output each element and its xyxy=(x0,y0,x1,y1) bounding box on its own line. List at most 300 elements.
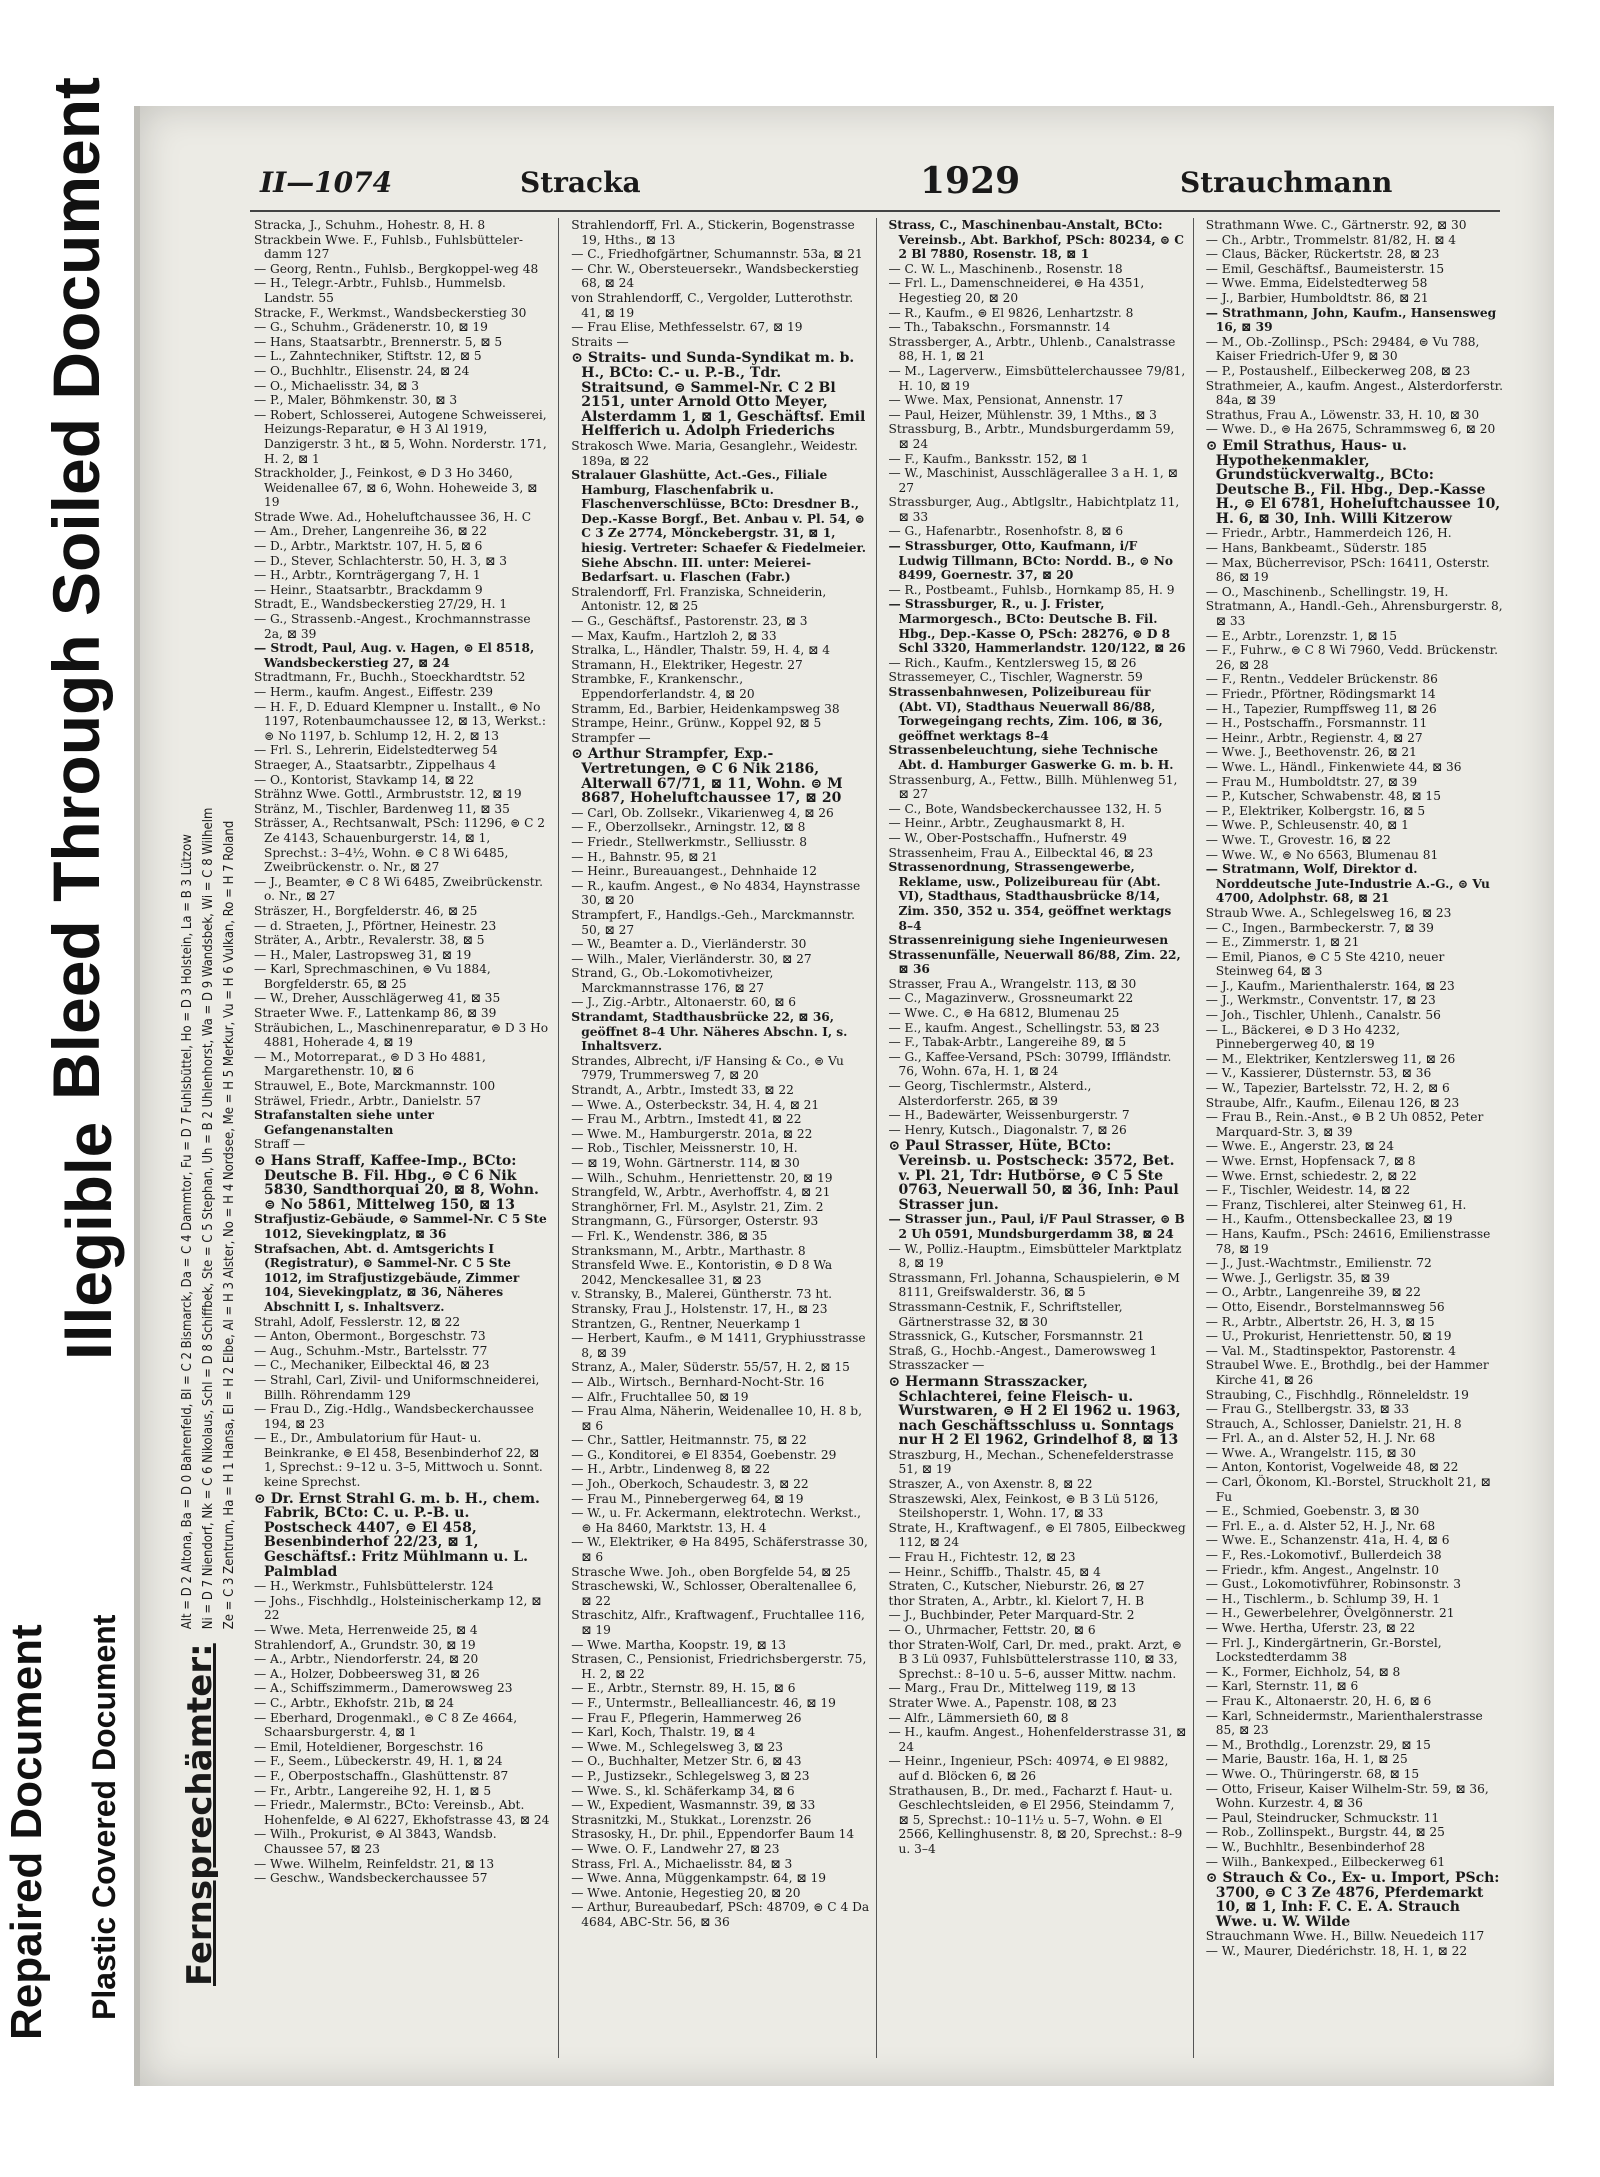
directory-entry: Stransky, Frau J., Holstenstr. 17, H., ⊠ 23 xyxy=(571,1301,828,1316)
header-left-keyword: Stracka xyxy=(520,166,641,199)
directory-entry: Stralendorff, Frl. Franziska, Schneiderin, Antonistr. 12, ⊠ 25 xyxy=(571,584,827,614)
directory-entry: — Frau K., Altonaerstr. 20, H. 6, ⊠ 6 xyxy=(1205,1693,1432,1708)
directory-entry: — R., kaufm. Angest., ⊜ No 4834, Haynstrasse 30, ⊠ 20 xyxy=(571,878,861,908)
directory-entry: — E., Arbtr., Sternstr. 89, H. 15, ⊠ 6 xyxy=(571,1681,796,1696)
directory-entry: — L., Zahntechniker, Stiftstr. 12, ⊠ 5 xyxy=(254,349,482,364)
directory-entry: — Strodt, Paul, Aug. v. Hagen, ⊜ El 8518, Wandsbeckerstieg 27, ⊠ 24 xyxy=(254,641,535,670)
directory-entry: — H., Bahnstr. 95, ⊠ 21 xyxy=(571,849,718,864)
directory-entry: — F., Kaufm., Banksstr. 152, ⊠ 1 xyxy=(888,451,1089,466)
directory-entry: — H., Arbtr., Kornträgergang 7, H. 1 xyxy=(254,568,481,583)
directory-entry: — C., Friedhofgärtner, Schumannstr. 53a, ⊠ 21 xyxy=(571,247,863,262)
directory-entry: — Wwe. W., ⊜ No 6563, Blumenau 81 xyxy=(1205,847,1439,862)
directory-entry: — Wwe. O. F., Landwehr 27, ⊠ 23 xyxy=(571,1841,780,1856)
directory-entry: Strandt, A., Arbtr., Imstedt 33, ⊠ 22 xyxy=(571,1083,794,1098)
directory-entry: Stranksmann, M., Arbtr., Marthastr. 8 xyxy=(571,1243,806,1258)
directory-entry: — Wwe. Hertha, Uferstr. 23, ⊠ 22 xyxy=(1205,1621,1416,1635)
directory-entry: — J., Werkmstr., Conventstr. 17, ⊠ 23 xyxy=(1205,993,1436,1008)
directory-entry: — Friedr., Malermstr., BCto: Vereinsb., Abt. Hohenfelde, ⊜ Al 6227, Ekhofstrasse 43, ⊠ 24 xyxy=(254,1798,550,1827)
directory-entry: — Fr., Arbtr., Langereihe 92, H. 1, ⊠ 5 xyxy=(254,1783,492,1798)
directory-entry: Strass, Frl. A., Michaelisstr. 84, ⊠ 3 xyxy=(571,1856,793,1871)
directory-entry: — Wwe. Emma, Eidelstedterweg 58 xyxy=(1205,276,1428,291)
directory-entry: — J., Buchbinder, Peter Marquard-Str. 2 xyxy=(888,1608,1135,1623)
directory-entry: — G., Schuhm., Grädenerstr. 10, ⊠ 19 xyxy=(254,320,488,335)
directory-entry: — Frau M., Pinnebergerweg 64, ⊠ 19 xyxy=(571,1491,804,1506)
directory-entry: Strangmann, G., Fürsorger, Osterstr. 93 xyxy=(571,1214,819,1229)
directory-entry: — Emil, Hoteldiener, Borgeschstr. 16 xyxy=(254,1739,484,1754)
directory-entry: — Frau Alma, Näherin, Weidenallee 10, H. 8 b, ⊠ 6 xyxy=(571,1404,862,1433)
directory-entry: — F., Seem., Lübeckerstr. 49, H. 1, ⊠ 24 xyxy=(254,1754,503,1769)
directory-entry: — A., Schiffszimmerm., Damerowsweg 23 xyxy=(254,1681,513,1696)
directory-entry: — Frau B., Rein.-Anst., ⊜ B 2 Uh 0852, Peter Marquard-Str. 3, ⊠ 39 xyxy=(1205,1110,1484,1139)
directory-entry: — Claus, Bäcker, Rückertstr. 28, ⊠ 23 xyxy=(1205,247,1440,262)
directory-entry: — F., Untermstr., Bellealliancestr. 46, ⊠ 19 xyxy=(571,1695,836,1710)
directory-entry: — Wwe. Ernst, Hopfensack 7, ⊠ 8 xyxy=(1205,1154,1416,1168)
directory-entry: — M., Elektriker, Kentzlersweg 11, ⊠ 26 xyxy=(1205,1051,1456,1066)
directory-entry: — E., Zimmerstr. 1, ⊠ 21 xyxy=(1205,935,1360,950)
directory-entry: — Friedr., Stellwerkmstr., Selliusstr. 8 xyxy=(571,834,808,849)
directory-entry: Strassenburg, A., Fettw., Billh. Mühlenweg 51, ⊠ 27 xyxy=(888,772,1178,802)
directory-entry: — C., Mechaniker, Eilbecktal 46, ⊠ 23 xyxy=(254,1358,490,1373)
directory-entry: — Friedr., Pförtner, Rödingsmarkt 14 xyxy=(1205,687,1436,701)
directory-entry: — Rich., Kaufm., Kentzlersweg 15, ⊠ 26 xyxy=(888,655,1137,670)
directory-entry: — W., Elektriker, ⊜ Ha 8495, Schäferstrasse 30, ⊠ 6 xyxy=(571,1535,868,1565)
directory-entry: — Frau G., Stellbergstr. 33, ⊠ 33 xyxy=(1205,1402,1410,1417)
directory-entry: — Anton, Obermont., Borgeschstr. 73 xyxy=(254,1329,486,1344)
directory-entry: — Chr. W., Obersteuersekr., Wandsbeckerstieg 68, ⊠ 24 xyxy=(571,261,859,291)
directory-entry: — Marie, Baustr. 16a, H. 1, ⊠ 25 xyxy=(1205,1752,1408,1767)
directory-entry: — J., Beamter, ⊜ C 8 Wi 6485, Zweibrückenstr. o. Nr., ⊠ 27 xyxy=(254,874,543,904)
directory-entry: — Wwe. Antonie, Hegestieg 20, ⊠ 20 xyxy=(571,1885,801,1900)
directory-entry: — J., Just.-Wachtmstr., Emilienstr. 72 xyxy=(1205,1256,1432,1271)
directory-entry: Stranz, A., Maler, Süderstr. 55/57, H. 2, ⊠ 15 xyxy=(571,1360,850,1375)
directory-entry: — Stratmann, Wolf, Direktor d. Norddeutsche Jute-Industrie A.-G., ⊜ Vu 4700, Adolphstr. 68, ⊠ 21 xyxy=(1205,862,1490,906)
directory-entry: Strasen, C., Pensionist, Friedrichsbergerstr. 75, H. 2, ⊠ 22 xyxy=(571,1652,867,1681)
directory-entry: — ⊠ 19, Wohn. Gärtnerstr. 114, ⊠ 30 xyxy=(571,1156,800,1170)
directory-entry: — P., Maler, Böhmkenstr. 30, ⊠ 3 xyxy=(254,393,458,408)
directory-entry: Stradt, E., Wandsbeckerstieg 27/29, H. 1 xyxy=(254,597,508,612)
directory-entry: — Val. M., Stadtinspektor, Pastorenstr. 4 xyxy=(1205,1343,1457,1358)
directory-entry: — A., Arbtr., Niendorferstr. 24, ⊠ 20 xyxy=(254,1652,479,1667)
directory-entry: Stransfeld Wwe. E., Kontoristin, ⊜ D 8 Wa 2042, Menckesallee 31, ⊠ 23 xyxy=(571,1258,833,1287)
directory-entry: — Emil, Pianos, ⊜ C 5 Ste 4210, neuer Steinweg 64, ⊠ 3 xyxy=(1205,949,1445,979)
directory-entry: — Wwe. M., Hamburgerstr. 201a, ⊠ 22 xyxy=(571,1126,813,1141)
directory-entry: Straeter Wwe. F., Lattenkamp 86, ⊠ 39 xyxy=(254,1006,497,1021)
directory-entry: — Wwe. Anna, Müggenkampstr. 64, ⊠ 19 xyxy=(571,1871,826,1886)
directory-entry: Strassburger, Aug., Abtlgsltr., Habichtplatz 11, ⊠ 33 xyxy=(888,495,1180,524)
directory-entry: Stratmann, A., Handl.-Geh., Ahrensburgerstr. 8, ⊠ 33 xyxy=(1205,599,1503,629)
fernsprechaemter-strip xyxy=(180,808,237,1986)
directory-entry: — H., kaufm. Angest., Hohenfelderstrasse 31, ⊠ 24 xyxy=(888,1725,1187,1754)
directory-entry: — P., Justizsekr., Schlegelsweg 3, ⊠ 23 xyxy=(571,1768,810,1783)
directory-entry: — R., Kaufm., ⊜ El 9826, Lenhartzstr. 8 xyxy=(888,305,1134,320)
directory-entry: Sträszer, H., Borgfelderstr. 46, ⊠ 25 xyxy=(254,903,478,918)
directory-entry: — Gust., Lokomotivführer, Robinsonstr. 3 xyxy=(1205,1577,1462,1592)
directory-entry: — Anton, Kontorist, Vogelweide 48, ⊠ 22 xyxy=(1205,1460,1459,1475)
directory-column-3 xyxy=(885,218,1194,2058)
directory-entry: — Frau D., Zig.-Hdlg., Wandsbeckerchaussee 194, ⊠ 23 xyxy=(254,1402,534,1431)
directory-entry: — Karl, Sprechmaschinen, ⊜ Vu 1884, Borgfelderstr. 65, ⊠ 25 xyxy=(254,962,491,991)
fernsprechaemter-line: Ni = D 7 Niendorf, Nk = C 6 Nikolaus, Schl = D 8 Schiffbek, Ste = C 5 Stephan, Uh = B 2 Uhlenhorst, Wa = D 9 Wandsbek, Wi = C 8 Wilhelm xyxy=(201,807,216,1630)
directory-entry: Straub Wwe. A., Schlegelsweg 16, ⊠ 23 xyxy=(1205,905,1452,920)
directory-entry: — E., Dr., Ambulatorium für Haut- u. Beinkranke, ⊜ El 458, Besenbinderhof 22, ⊠ 1, Sprechst.: 9–12 u. 3–5, Mittwoch u. Sonnt. keine Sprechst. xyxy=(254,1431,543,1490)
directory-entry: Sträwel, Friedr., Arbtr., Danielstr. 57 xyxy=(254,1093,482,1108)
directory-entry: — Hans, Staatsarbtr., Brennerstr. 5, ⊠ 5 xyxy=(254,334,503,349)
fernsprechaemter-lines xyxy=(180,808,237,1630)
directory-entry: Strade Wwe. Ad., Hoheluftchaussee 36, H. C xyxy=(254,509,532,524)
directory-entry: Strampe, Heinr., Grünw., Koppel 92, ⊠ 5 xyxy=(571,716,822,731)
directory-entry: ⊙ Dr. Ernst Strahl G. m. b. H., chem. Fabrik, BCto: C. u. P.-B. u. Postscheck 4407, ⊜ El 458, Besenbinderhof 22/23, ⊠ 1, Geschäftsf.: Fritz Mühlmann u. L. Palmblad xyxy=(254,1490,540,1580)
directory-entry: — Joh., Tischler, Uhlenh., Canalstr. 56 xyxy=(1205,1008,1441,1023)
directory-entry: Strauchmann Wwe. H., Billw. Neuedeich 117 xyxy=(1205,1929,1485,1944)
directory-entry: — H., Badewärter, Weissenburgerstr. 7 xyxy=(888,1108,1130,1123)
directory-entry: — H., Tapezier, Rumpffsweg 11, ⊠ 26 xyxy=(1205,701,1437,716)
directory-column-2 xyxy=(567,218,876,2058)
directory-entry: thor Straten-Wolf, Carl, Dr. med., prakt. Arzt, ⊜ B 3 Lü 0937, Fuhlsbüttelerstrasse 110, ⊠ 33, Sprechst.: 8–10 u. 5–6, ausser Mittw. nachm. xyxy=(888,1637,1182,1681)
directory-entry: — Heinr., Schiffb., Thalstr. 45, ⊠ 4 xyxy=(888,1564,1101,1579)
directory-entry: — W., Ober-Postschaffn., Hufnerstr. 49 xyxy=(888,830,1127,845)
directory-entry: — Aug., Schuhm.-Mstr., Bartelsstr. 77 xyxy=(254,1343,488,1358)
directory-entry: — Wwe. T., Grovestr. 16, ⊠ 22 xyxy=(1205,832,1391,847)
directory-entry: — M., Ob.-Zollinsp., PSch: 29484, ⊜ Vu 788, Kaiser Friedrich-Ufer 9, ⊠ 30 xyxy=(1205,334,1480,364)
directory-entry: Straten, C., Kutscher, Nieburstr. 26, ⊠ 27 xyxy=(888,1579,1145,1594)
directory-entry: ⊙ Emil Strathus, Haus- u. Hypothekenmakler, Grundstückverwaltg., BCto: Deutsche B., Fil. Hbg., Dep.-Kasse H., ⊜ El 6781, Hoheluftchaussee 10, H. 6, ⊠ 30, Inh. Willi Kitzerow xyxy=(1205,437,1501,527)
directory-entry: — Wwe. E., Schanzenstr. 41a, H. 4, ⊠ 6 xyxy=(1205,1533,1450,1548)
watermark-plastic-covered: Plastic Covered Document xyxy=(86,1614,122,2020)
directory-entry: Stränz, M., Tischler, Bardenweg 11, ⊠ 35 xyxy=(254,801,510,816)
directory-entry: Strangfeld, W., Arbtr., Averhoffstr. 4, ⊠ 21 xyxy=(571,1185,831,1200)
directory-entry: — Henry, Kutsch., Diagonalstr. 7, ⊠ 26 xyxy=(888,1122,1127,1137)
directory-entry: Stranghörner, Frl. M., Asylstr. 21, Zim. 2 xyxy=(571,1199,824,1214)
directory-entry: — Max, Kaufm., Hartzloh 2, ⊠ 33 xyxy=(571,628,777,643)
directory-entry: Straschitz, Alfr., Kraftwagenf., Fruchtallee 116, ⊠ 19 xyxy=(571,1608,865,1637)
directory-entry: — Wwe. O., Thüringerstr. 68, ⊠ 15 xyxy=(1205,1766,1420,1781)
directory-entry: — Marg., Frau Dr., Mittelweg 119, ⊠ 13 xyxy=(888,1681,1136,1696)
directory-entry: — Wwe. A., Osterbeckstr. 34, H. 4, ⊠ 21 xyxy=(571,1097,820,1112)
directory-entry: Strathausen, B., Dr. med., Facharzt f. Haut- u. Geschlechtsleiden, ⊜ El 2956, Steindamm 7, ⊠ 5, Sprechst.: 10–11½ u. 5–7, Wohn. ⊜ El 2566, Kellinghusenstr. 8, ⊠ 20, Sprechst.: 8–9 u. 3–4 xyxy=(888,1783,1183,1856)
page-number: II—1074 xyxy=(260,166,393,199)
directory-entry: — J., Zig.-Arbtr., Altonaerstr. 60, ⊠ 6 xyxy=(571,995,797,1010)
directory-entry: Strathmann Wwe. C., Gärtnerstr. 92, ⊠ 30 xyxy=(1205,218,1467,232)
directory-entry: — Emil, Geschäftsf., Baumeisterstr. 15 xyxy=(1205,261,1445,276)
directory-entry: Straszewski, Alex, Feinkost, ⊜ B 3 Lü 5126, Steilshoperstr. 1, Wohn. 17, ⊠ 33 xyxy=(888,1491,1159,1521)
directory-entry: — Wwe. Ernst, schiedestr. 2, ⊠ 22 xyxy=(1205,1168,1417,1183)
directory-entry: — Frau M., Arbtrn., Imstedt 41, ⊠ 22 xyxy=(571,1112,802,1127)
directory-entry: ⊙ Straits- und Sunda-Syndikat m. b. H., BCto: C.- u. P.-B., Tdr. Straitsund, ⊜ Sammel-Nr. C 2 Bl 2151, unter Arnold Otto Meyer, Alsterdamm 1, ⊠ 1, Geschäftsf. Emil Helfferich u. Adolph Friederichs xyxy=(571,350,866,440)
directory-entry: — Heinr., Staatsarbtr., Brackdamm 9 xyxy=(254,582,483,597)
directory-entry: — Chr., Sattler, Heitmannstr. 75, ⊠ 22 xyxy=(571,1433,807,1448)
directory-entry: — Herbert, Kaufm., ⊜ M 1411, Gryphiusstrasse 8, ⊠ 39 xyxy=(571,1331,866,1360)
watermark-repaired: Repaired Document xyxy=(2,1624,51,2040)
directory-entry: — D., Stever, Schlachterstr. 50, H. 3, ⊠ 3 xyxy=(254,553,507,568)
directory-entry: Straits — xyxy=(571,334,629,349)
directory-entry: — H., Maler, Lastropsweg 31, ⊠ 19 xyxy=(254,947,472,962)
directory-entry: — d. Straeten, J., Pförtner, Heinestr. 23 xyxy=(254,918,497,933)
directory-entry: — Heinr., Bureauangest., Dehnhaide 12 xyxy=(571,864,817,879)
directory-entry: — W., u. Fr. Ackermann, elektrotechn. Werkst., ⊜ Ha 8460, Marktstr. 13, H. 4 xyxy=(571,1506,861,1535)
directory-entry: Strampfert, F., Handlgs.-Geh., Marckmannstr. 50, ⊠ 27 xyxy=(571,907,856,937)
directory-entry: — P., Elektriker, Kolbergstr. 16, ⊠ 5 xyxy=(1205,803,1426,818)
directory-entry: — Alfr., Lämmersieth 60, ⊠ 8 xyxy=(888,1710,1069,1725)
directory-entry: ⊙ Paul Strasser, Hüte, BCto: Vereinsb. u. Postscheck: 3572, Bet. v. Pl. 21, Tdr: Hutbörse, ⊜ C 5 Ste 0763, Neuerwall 50, ⊠ 36, Inh: Paul Strasser jun. xyxy=(888,1138,1179,1213)
directory-entry: — H., Postschaffn., Forsmannstr. 11 xyxy=(1205,716,1428,731)
directory-entry: Strass, C., Maschinenbau-Anstalt, BCto: Vereinsb., Abt. Barkhof, PSch: 80234, ⊜ C 2 Bl 7880, Rosenstr. 18, ⊠ 1 xyxy=(888,218,1185,262)
directory-entry: — Johs., Fischhdlg., Holsteinischerkamp 12, ⊠ 22 xyxy=(254,1593,542,1623)
directory-entry: Strackbein Wwe. F., Fuhlsb., Fuhlsbütteler-damm 127 xyxy=(254,232,524,262)
directory-entry: Strasche Wwe. Joh., oben Borgfelde 54, ⊠ 25 xyxy=(571,1564,851,1579)
directory-entry: Strathus, Frau A., Löwenstr. 33, H. 10, ⊠ 30 xyxy=(1205,407,1480,422)
directory-entry: — Wilh., Bankexped., Eilbeckerweg 61 xyxy=(1205,1854,1446,1869)
directory-entry: Stradtmann, Fr., Buchh., Stoeckhardtstr. 52 xyxy=(254,670,526,685)
directory-entry: — C., Ingen., Barmbeckerstr. 7, ⊠ 39 xyxy=(1205,920,1434,935)
directory-entry: — G., Geschäftsf., Pastorenstr. 23, ⊠ 3 xyxy=(571,614,808,629)
directory-entry: — R., Arbtr., Albertstr. 26, H. 3, ⊠ 15 xyxy=(1205,1314,1435,1329)
directory-entry: — F., Tabak-Arbtr., Langereihe 89, ⊠ 5 xyxy=(888,1035,1127,1050)
directory-entry: — Arthur, Bureaubedarf, PSch: 48709, ⊜ C 4 Da 4684, ABC-Str. 56, ⊠ 36 xyxy=(571,1900,870,1929)
directory-entry: — Frl. L., Damenschneiderei, ⊜ Ha 4351, Hegestieg 20, ⊠ 20 xyxy=(888,276,1145,305)
directory-entry: — O., Arbtr., Langenreihe 39, ⊠ 22 xyxy=(1205,1285,1421,1300)
directory-entry: — O., Uhrmacher, Fettstr. 20, ⊠ 6 xyxy=(888,1623,1096,1637)
directory-entry: — Wilh., Prokurist, ⊜ Al 3843, Wandsb. Chaussee 57, ⊠ 23 xyxy=(254,1827,497,1856)
directory-entry: — R., Postbeamt., Fuhlsb., Hornkamp 85, H. 9 xyxy=(888,582,1175,597)
directory-entry: ⊙ Hans Straff, Kaffee-Imp., BCto: Deutsche B. Fil. Hbg., ⊜ C 6 Nik 5830, Sandthorquai 20, ⊠ 8, Wohn. ⊜ No 5861, Mittelweg 150, ⊠ 13 xyxy=(254,1153,539,1213)
directory-entry: Strassberger, A., Arbtr., Uhlenb., Canalstrasse 88, H. 1, ⊠ 21 xyxy=(888,334,1176,364)
directory-entry: — Wwe. A., Wrangelstr. 115, ⊠ 30 xyxy=(1205,1445,1416,1460)
directory-entry: — W., Maurer, Diedérichstr. 18, H. 1, ⊠ 22 xyxy=(1205,1944,1468,1959)
directory-entry: — Otto, Eisendr., Borstelmannsweg 56 xyxy=(1205,1299,1445,1314)
directory-entry: Strate, H., Kraftwagenf., ⊜ El 7805, Eilbeckweg 112, ⊠ 24 xyxy=(888,1520,1186,1550)
directory-entry: — O., Maschinenb., Schellingstr. 19, H. xyxy=(1205,584,1449,599)
directory-entry: — C. W. L., Maschinenb., Rosenstr. 18 xyxy=(888,261,1123,276)
directory-entry: — C., Magazinverw., Grossneumarkt 22 xyxy=(888,991,1134,1006)
directory-entry: Straubel Wwe. E., Brothdlg., bei der Hammer Kirche 41, ⊠ 26 xyxy=(1205,1358,1489,1387)
directory-entry: v. Stransky, B., Malerei, Güntherstr. 73 ht. xyxy=(571,1287,833,1302)
directory-entry: Strassemeyer, C., Tischler, Wagnerstr. 59 xyxy=(888,670,1143,685)
directory-entry: — O., Michaelisstr. 34, ⊠ 3 xyxy=(254,378,420,393)
directory-entry: Strauch, A., Schlosser, Danielstr. 21, H. 8 xyxy=(1205,1416,1462,1431)
directory-page xyxy=(134,106,1554,2086)
directory-entry: Strasnitzki, M., Stukkat., Lorenzstr. 26 xyxy=(571,1812,812,1827)
directory-entry: ⊙ Strauch & Co., Ex- u. Import, PSch: 3700, ⊜ C 3 Ze 4876, Pferdemarkt 10, ⊠ 1, Inh: F. C. E. A. Strauch Wwe. u. W. Wilde xyxy=(1205,1870,1500,1930)
directory-entry: Strassenbahnwesen, Polizeibureau für (Abt. VI), Stadthaus Neuerwall 86/88, Torwegeingang rechts, Zim. 106, ⊠ 36, geöffnet werktags 8–4 xyxy=(888,685,1163,743)
directory-entry: Straszburg, H., Mechan., Schenefelderstrasse 51, ⊠ 19 xyxy=(888,1447,1174,1477)
directory-entry: — Carl, Ob. Zollsekr., Vikarienweg 4, ⊠ 26 xyxy=(571,805,834,820)
directory-entry: Strassnick, G., Kutscher, Forsmannstr. 21 xyxy=(888,1329,1145,1344)
directory-entry: — F., Fuhrw., ⊜ C 8 Wi 7960, Vedd. Brückenstr. 26, ⊠ 28 xyxy=(1205,643,1498,672)
directory-entry: Strahlendorff, Frl. A., Stickerin, Bogenstrasse 19, Hths., ⊠ 13 xyxy=(571,218,855,247)
directory-entry: — Strassburger, Otto, Kaufmann, i/F Ludwig Tillmann, BCto: Nordd. B., ⊜ No 8499, Goernestr. 37, ⊠ 20 xyxy=(888,539,1173,583)
directory-entry: Strasosky, H., Dr. phil., Eppendorfer Baum 14 xyxy=(571,1827,855,1842)
directory-entry: Strandamt, Stadthausbrücke 22, ⊠ 36, geöffnet 8–4 Uhr. Näheres Abschn. I, s. Inhaltsverz. xyxy=(571,1010,848,1054)
directory-entry: — H., Telegr.-Arbtr., Fuhlsb., Hummelsb. Landstr. 55 xyxy=(254,276,506,305)
directory-entry: — Alfr., Fruchtallee 50, ⊠ 19 xyxy=(571,1389,749,1404)
header-rule xyxy=(250,210,1500,212)
directory-entry: Strantzen, G., Rentner, Neuerkamp 1 xyxy=(571,1316,802,1331)
directory-entry: Sträter, A., Arbtr., Revalerstr. 38, ⊠ 5 xyxy=(254,933,485,948)
directory-entry: Strähnz Wwe. Gottl., Armbruststr. 12, ⊠ 19 xyxy=(254,787,522,802)
directory-entry: Strathmeier, A., kaufm. Angest., Alsterdorferstr. 84a, ⊠ 39 xyxy=(1205,378,1504,408)
directory-entry: — Max, Bücherrevisor, PSch: 16411, Osterstr. 86, ⊠ 19 xyxy=(1205,555,1490,585)
directory-entry: — W., Buchhltr., Besenbinderhof 28 xyxy=(1205,1839,1426,1854)
directory-entry: — Joh., Oberkoch, Schaudestr. 3, ⊠ 22 xyxy=(571,1477,809,1492)
directory-entry: — W., Expedient, Wasmannstr. 39, ⊠ 33 xyxy=(571,1798,816,1813)
directory-entry: — Wwe. L., Händl., Finkenwiete 44, ⊠ 36 xyxy=(1205,759,1462,774)
directory-entry: — Karl, Sternstr. 11, ⊠ 6 xyxy=(1205,1679,1359,1694)
directory-entry: — Heinr., Arbtr., Regienstr. 4, ⊠ 27 xyxy=(1205,730,1423,745)
directory-entry: — Wwe. C., ⊜ Ha 6812, Blumenau 25 xyxy=(888,1006,1120,1021)
directory-entry: — Frau F., Pflegerin, Hammerweg 26 xyxy=(571,1710,802,1725)
directory-entry: — Heinr., Arbtr., Zeughausmarkt 8, H. xyxy=(888,816,1126,831)
directory-entry: Strassenbeleuchtung, siehe Technische Abt. d. Hamburger Gaswerke G. m. b. H. xyxy=(888,743,1174,772)
directory-entry: — G., Strassenb.-Angest., Krochmannstrasse 2a, ⊠ 39 xyxy=(254,612,531,641)
directory-entry: ⊙ Arthur Strampfer, Exp.-Vertretungen, ⊜ C 6 Nik 2186, Alterwall 67/71, ⊠ 11, Wohn. ⊜ M 8687, Hoheluftchaussee 17, ⊠ 20 xyxy=(571,746,843,807)
directory-entry: Straszer, A., von Axenstr. 8, ⊠ 22 xyxy=(888,1477,1093,1492)
directory-entry: Strassenordnung, Strassengewerbe, Reklame, usw., Polizeibureau für (Abt. VI), Stadthaus, Stadthausbrücke 8/14, Zim. 350, 352 u. 354, geöffnet werktags 8–4 xyxy=(888,860,1172,933)
directory-entry: — E., Schmied, Goebenstr. 3, ⊠ 30 xyxy=(1205,1504,1420,1519)
directory-entry: — Frl. S., Lehrerin, Eidelstedterweg 54 xyxy=(254,743,498,758)
directory-entry: — F., Tischler, Weidestr. 14, ⊠ 22 xyxy=(1205,1183,1411,1198)
directory-entry: — Frau H., Fichtestr. 12, ⊠ 23 xyxy=(888,1550,1076,1565)
directory-entry: Straschewski, W., Schlosser, Oberaltenallee 6, ⊠ 22 xyxy=(571,1579,857,1608)
directory-entry: — Robert, Schlosserei, Autogene Schweisserei, Heizungs-Reparatur, ⊜ H 3 Al 1919, Danzigerstr. 3 ht., ⊠ 5, Wohn. Norderstr. 171, H. 2, ⊠ 1 xyxy=(254,407,547,466)
directory-entry: — Wwe. J., Beethovenstr. 26, ⊠ 21 xyxy=(1205,745,1417,760)
directory-entry: Stralka, L., Händler, Thalstr. 59, H. 4, ⊠ 4 xyxy=(571,643,830,658)
directory-entry: Stracke, F., Werkmst., Wandsbeckerstieg 30 xyxy=(254,305,527,320)
directory-entry: — E., Arbtr., Lorenzstr. 1, ⊠ 15 xyxy=(1205,628,1397,643)
directory-entry: Strahlendorf, A., Grundstr. 30, ⊠ 19 xyxy=(254,1637,476,1652)
fernsprechaemter-line: Ze = C 3 Zentrum, Ha = H 1 Hansa, El = H 2 Elbe, Al = H 3 Alster, No = H 4 Nordsee, Me = H 5 Merkur, Vu = H 6 Vulkan, Ro = H 7 Roland xyxy=(222,820,237,1630)
directory-entry: — U., Prokurist, Henriettenstr. 50, ⊠ 19 xyxy=(1205,1329,1452,1344)
directory-entry: — M., Motorreparat., ⊜ D 3 Ho 4881, Margarethenstr. 10, ⊠ 6 xyxy=(254,1049,486,1079)
directory-entry: Strandes, Albrecht, i/F Hansing & Co., ⊜ Vu 7979, Trummersweg 7, ⊠ 20 xyxy=(571,1053,844,1083)
directory-entry: — Wwe. M., Schlegelsweg 3, ⊠ 23 xyxy=(571,1739,784,1754)
directory-entry: Strafjustiz-Gebäude, ⊜ Sammel-Nr. C 5 Ste 1012, Sievekingplatz, ⊠ 36 xyxy=(254,1212,547,1241)
directory-entry: Strampfer — xyxy=(571,730,651,745)
directory-entry: — Friedr., kfm. Angest., Angelnstr. 10 xyxy=(1205,1562,1440,1577)
header-right-keyword: Strauchmann xyxy=(1180,166,1393,199)
directory-entry: — Strahl, Carl, Zivil- und Uniformschneiderei, Billh. Röhrendamm 129 xyxy=(254,1372,540,1402)
directory-entry: — Frau M., Humboldtstr. 27, ⊠ 39 xyxy=(1205,774,1418,789)
directory-entry: — C., Bote, Wandsbeckerchaussee 132, H. 5 xyxy=(888,801,1162,816)
directory-entry: — Strassburger, R., u. J. Frister, Marmorgesch., BCto: Deutsche B. Fil. Hbg., Dep.-Kasse O, PSch: 28276, ⊜ D 8 Schl 3320, Hammerlandstr. 120/122, ⊠ 26 xyxy=(888,597,1186,656)
directory-entry: — W., Maschinist, Ausschlägerallee 3 a H. 1, ⊠ 27 xyxy=(888,466,1178,495)
directory-entry: — Wwe. Max, Pensionat, Annenstr. 17 xyxy=(888,393,1124,408)
directory-entry: — H., Arbtr., Lindenweg 8, ⊠ 22 xyxy=(571,1462,771,1477)
watermark-bleed-through: Bleed Through Soiled Document xyxy=(39,76,113,1100)
directory-entry: Strambke, F., Krankenschr., Eppendorferlandstr. 4, ⊠ 20 xyxy=(571,672,755,701)
directory-entry: Straubing, C., Fischhdlg., Rönneleldstr. 19 xyxy=(1205,1387,1469,1402)
directory-entry: — Paul, Heizer, Mühlenstr. 39, 1 Mths., ⊠ 3 xyxy=(888,407,1157,422)
directory-entry: Strasszacker — xyxy=(888,1358,985,1373)
directory-entry: Strassmann-Cestnik, F., Schriftsteller, Gärtnerstrasse 32, ⊠ 30 xyxy=(888,1299,1123,1329)
directory-entry: — M., Lagerverw., Eimsbüttelerchaussee 79/81, H. 10, ⊠ 19 xyxy=(888,363,1186,393)
directory-entry: — Alb., Wirtsch., Bernhard-Nocht-Str. 16 xyxy=(571,1374,825,1389)
directory-entry: — Otto, Friseur, Kaiser Wilhelm-Str. 59, ⊠ 36, Wohn. Kurzestr. 4, ⊠ 36 xyxy=(1205,1781,1489,1811)
directory-entry: — Georg, Tischlermstr., Alsterd., Alsterdorferstr. 265, ⊠ 39 xyxy=(888,1079,1092,1108)
directory-entry: thor Straten, A., Arbtr., kl. Kielort 7, H. B xyxy=(888,1593,1145,1608)
directory-entry: — W., Beamter a. D., Vierländerstr. 30 xyxy=(571,937,807,952)
directory-entry: Straß, G., Hochb.-Angest., Damerowsweg 1 xyxy=(888,1343,1158,1358)
directory-entry: — J., Barbier, Humboldtstr. 86, ⊠ 21 xyxy=(1205,290,1429,305)
directory-column-1 xyxy=(250,218,559,2058)
directory-entry: Strassburg, B., Arbtr., Mundsburgerdamm 59, ⊠ 24 xyxy=(888,422,1175,451)
directory-entry: — F., Oberpostschaffn., Glashüttenstr. 87 xyxy=(254,1768,509,1783)
directory-entry: — K., Former, Eichholz, 54, ⊠ 8 xyxy=(1205,1664,1401,1679)
directory-entry: — Wilh., Maler, Vierländerstr. 30, ⊠ 27 xyxy=(571,951,812,966)
directory-entry: — G., Hafenarbtr., Rosenhofstr. 8, ⊠ 6 xyxy=(888,524,1124,539)
directory-entry: — F., Res.-Lokomotivf., Bullerdeich 38 xyxy=(1205,1548,1442,1563)
fernsprechaemter-title: Fernsprechämter: xyxy=(180,1643,220,1986)
directory-entry: — Wwe. Martha, Koopstr. 19, ⊠ 13 xyxy=(571,1637,787,1652)
directory-entry: — Frau Elise, Methfesselstr. 67, ⊠ 19 xyxy=(571,320,803,335)
directory-entry: — F., Rentn., Veddeler Brückenstr. 86 xyxy=(1205,672,1438,687)
directory-entry: — Strasser jun., Paul, i/F Paul Strasser, ⊜ B 2 Uh 0591, Mundsburgerdamm 38, ⊠ 24 xyxy=(888,1212,1185,1241)
directory-entry: — Wwe. J., Gerligstr. 35, ⊠ 39 xyxy=(1205,1270,1390,1285)
directory-entry: — Wwe. Wilhelm, Reinfeldstr. 21, ⊠ 13 xyxy=(254,1856,495,1871)
directory-entry: — Geschw., Wandsbeckerchaussee 57 xyxy=(254,1871,488,1886)
directory-entry: — Wwe. E., Angerstr. 23, ⊠ 24 xyxy=(1205,1139,1394,1154)
directory-column-4 xyxy=(1202,218,1510,2058)
directory-entry: — Eberhard, Drogenmakl., ⊜ C 8 Ze 4664, Schaarsburgerstr. 4, ⊠ 1 xyxy=(254,1710,518,1740)
directory-entry: — H. F., D. Eduard Klempner u. Installt., ⊜ No 1197, Rotenbaumchaussee 12, ⊠ 13, Werkst.: ⊜ No 1197, b. Schlump 12, H. 2, ⊠ 13 xyxy=(254,699,546,743)
directory-columns xyxy=(250,218,1510,2058)
directory-entry: — J., Kaufm., Marienthalerstr. 164, ⊠ 23 xyxy=(1205,978,1455,993)
directory-entry: — D., Arbtr., Marktstr. 107, H. 5, ⊠ 6 xyxy=(254,539,483,554)
directory-entry: — Wwe. P., Schleusenstr. 40, ⊠ 1 xyxy=(1205,818,1409,833)
directory-entry: — Herm., kaufm. Angest., Eiffestr. 239 xyxy=(254,685,493,699)
directory-entry: Strassenunfälle, Neuerwall 86/88, Zim. 22, ⊠ 36 xyxy=(888,947,1181,977)
directory-entry: Strakosch Wwe. Maria, Gesanglehr., Weidestr. 189a, ⊠ 22 xyxy=(571,438,858,468)
directory-entry: Strässer, A., Rechtsanwalt, PSch: 11296, ⊜ C 2 Ze 4143, Schauenburgerstr. 14, ⊠ 1, Sprechst.: 3–4½, Wohn. ⊜ C 8 Wi 6485, Zweibrückenstr. o. Nr., ⊠ 27 xyxy=(254,816,546,875)
directory-entry: — H., Gewerbelehrer, Övelgönnerstr. 21 xyxy=(1205,1606,1455,1621)
directory-entry: — Friedr., Arbtr., Hammerdeich 126, H. xyxy=(1205,526,1452,541)
directory-entry: — Am., Dreher, Langenreihe 36, ⊠ 22 xyxy=(254,524,487,539)
directory-entry: — Franz, Tischlerei, alter Steinweg 61, H. xyxy=(1205,1197,1467,1212)
directory-entry: Strafsachen, Abt. d. Amtsgerichts I (Registratur), ⊜ Sammel-Nr. C 5 Ste 1012, im Strafjustizgebäude, Zimmer 104, Sievekingplatz, ⊠ 36, Näheres Abschnitt I, s. Inhaltsverz. xyxy=(254,1241,520,1314)
directory-entry: — H., Kaufm., Ottensbeckallee 23, ⊠ 19 xyxy=(1205,1212,1453,1227)
directory-entry: — W., Dreher, Ausschlägerweg 41, ⊠ 35 xyxy=(254,991,501,1006)
directory-entry: — Rob., Tischler, Meissnerstr. 10, H. xyxy=(571,1141,798,1156)
watermark-illegible: Illegible xyxy=(53,1121,125,1360)
directory-entry: — Wwe. Meta, Herrenweide 25, ⊠ 4 xyxy=(254,1623,478,1637)
directory-entry: Strahl, Adolf, Fesslerstr. 12, ⊠ 22 xyxy=(254,1314,461,1329)
directory-entry: Strasser, Frau A., Wrangelstr. 113, ⊠ 30 xyxy=(888,976,1137,991)
directory-entry: — A., Holzer, Dobbeersweg 31, ⊠ 26 xyxy=(254,1666,480,1681)
directory-entry: — Strathmann, John, Kaufm., Hansensweg 16, ⊠ 39 xyxy=(1205,305,1497,335)
directory-entry: Strassenreinigung siehe Ingenieurwesen xyxy=(888,933,1169,948)
directory-entry: Strackholder, J., Feinkost, ⊜ D 3 Ho 3460, Weidenallee 67, ⊠ 6, Wohn. Hoheweide 3, ⊠ 19 xyxy=(254,466,538,510)
directory-entry: — Frl. J., Kindergärtnerin, Gr.-Borstel, Lockstedterdamm 38 xyxy=(1205,1635,1442,1665)
directory-entry: — Karl, Koch, Thalstr. 19, ⊠ 4 xyxy=(571,1725,756,1740)
directory-entry: — Paul, Steindrucker, Schmuckstr. 11 xyxy=(1205,1810,1440,1825)
directory-entry: — W., Polliz.-Hauptm., Eimsbütteler Marktplatz 8, ⊠ 19 xyxy=(888,1241,1182,1271)
directory-entry: — Frl. E., a. d. Alster 52, H. J., Nr. 68 xyxy=(1205,1518,1436,1533)
directory-entry: — E., kaufm. Angest., Schellingstr. 53, ⊠ 23 xyxy=(888,1020,1160,1035)
directory-entry: — Wilh., Schuhm., Henriettenstr. 20, ⊠ 19 xyxy=(571,1170,833,1185)
directory-entry: — F., Oberzollsekr., Arningstr. 12, ⊠ 8 xyxy=(571,820,806,835)
directory-entry: — Carl, Ökonom, Kl.-Borstel, Struckholt 21, ⊠ Fu xyxy=(1205,1475,1491,1504)
directory-entry: Stramann, H., Elektriker, Hegestr. 27 xyxy=(571,657,803,672)
directory-entry: Stracka, J., Schuhm., Hohestr. 8, H. 8 xyxy=(254,218,486,232)
directory-entry: — Ch., Arbtr., Trommelstr. 81/82, H. ⊠ 4 xyxy=(1205,232,1457,247)
page-header xyxy=(260,160,1500,214)
directory-entry: Strauwel, E., Bote, Marckmannstr. 100 xyxy=(254,1079,496,1094)
header-year: 1929 xyxy=(920,160,1021,202)
directory-entry: Sträubichen, L., Maschinenreparatur, ⊜ D 3 Ho 4881, Hoherade 4, ⊠ 19 xyxy=(254,1020,549,1050)
directory-entry: — Th., Tabakschn., Forsmannstr. 14 xyxy=(888,320,1111,335)
directory-entry: Stralauer Glashütte, Act.-Ges., Filiale Hamburg, Flaschenfabrik u. Flaschenverschlüsse, BCto: Dresdner B., Dep.-Kasse Borgf., Bet. Anbau v. Pl. 54, ⊜ C 3 Ze 2774, Mönckebergstr. 31, ⊠ 1, hiesig. Vertreter: Schaefer & Fiedelmeier. Siehe Abschn. III. unter: Meierei-Bedarfsart. u. Flaschen (Fabr.) xyxy=(571,468,867,585)
directory-entry: — O., Kontorist, Stavkamp 14, ⊠ 22 xyxy=(254,772,474,787)
directory-entry: — O., Buchhalter, Metzer Str. 6, ⊠ 43 xyxy=(571,1754,802,1769)
